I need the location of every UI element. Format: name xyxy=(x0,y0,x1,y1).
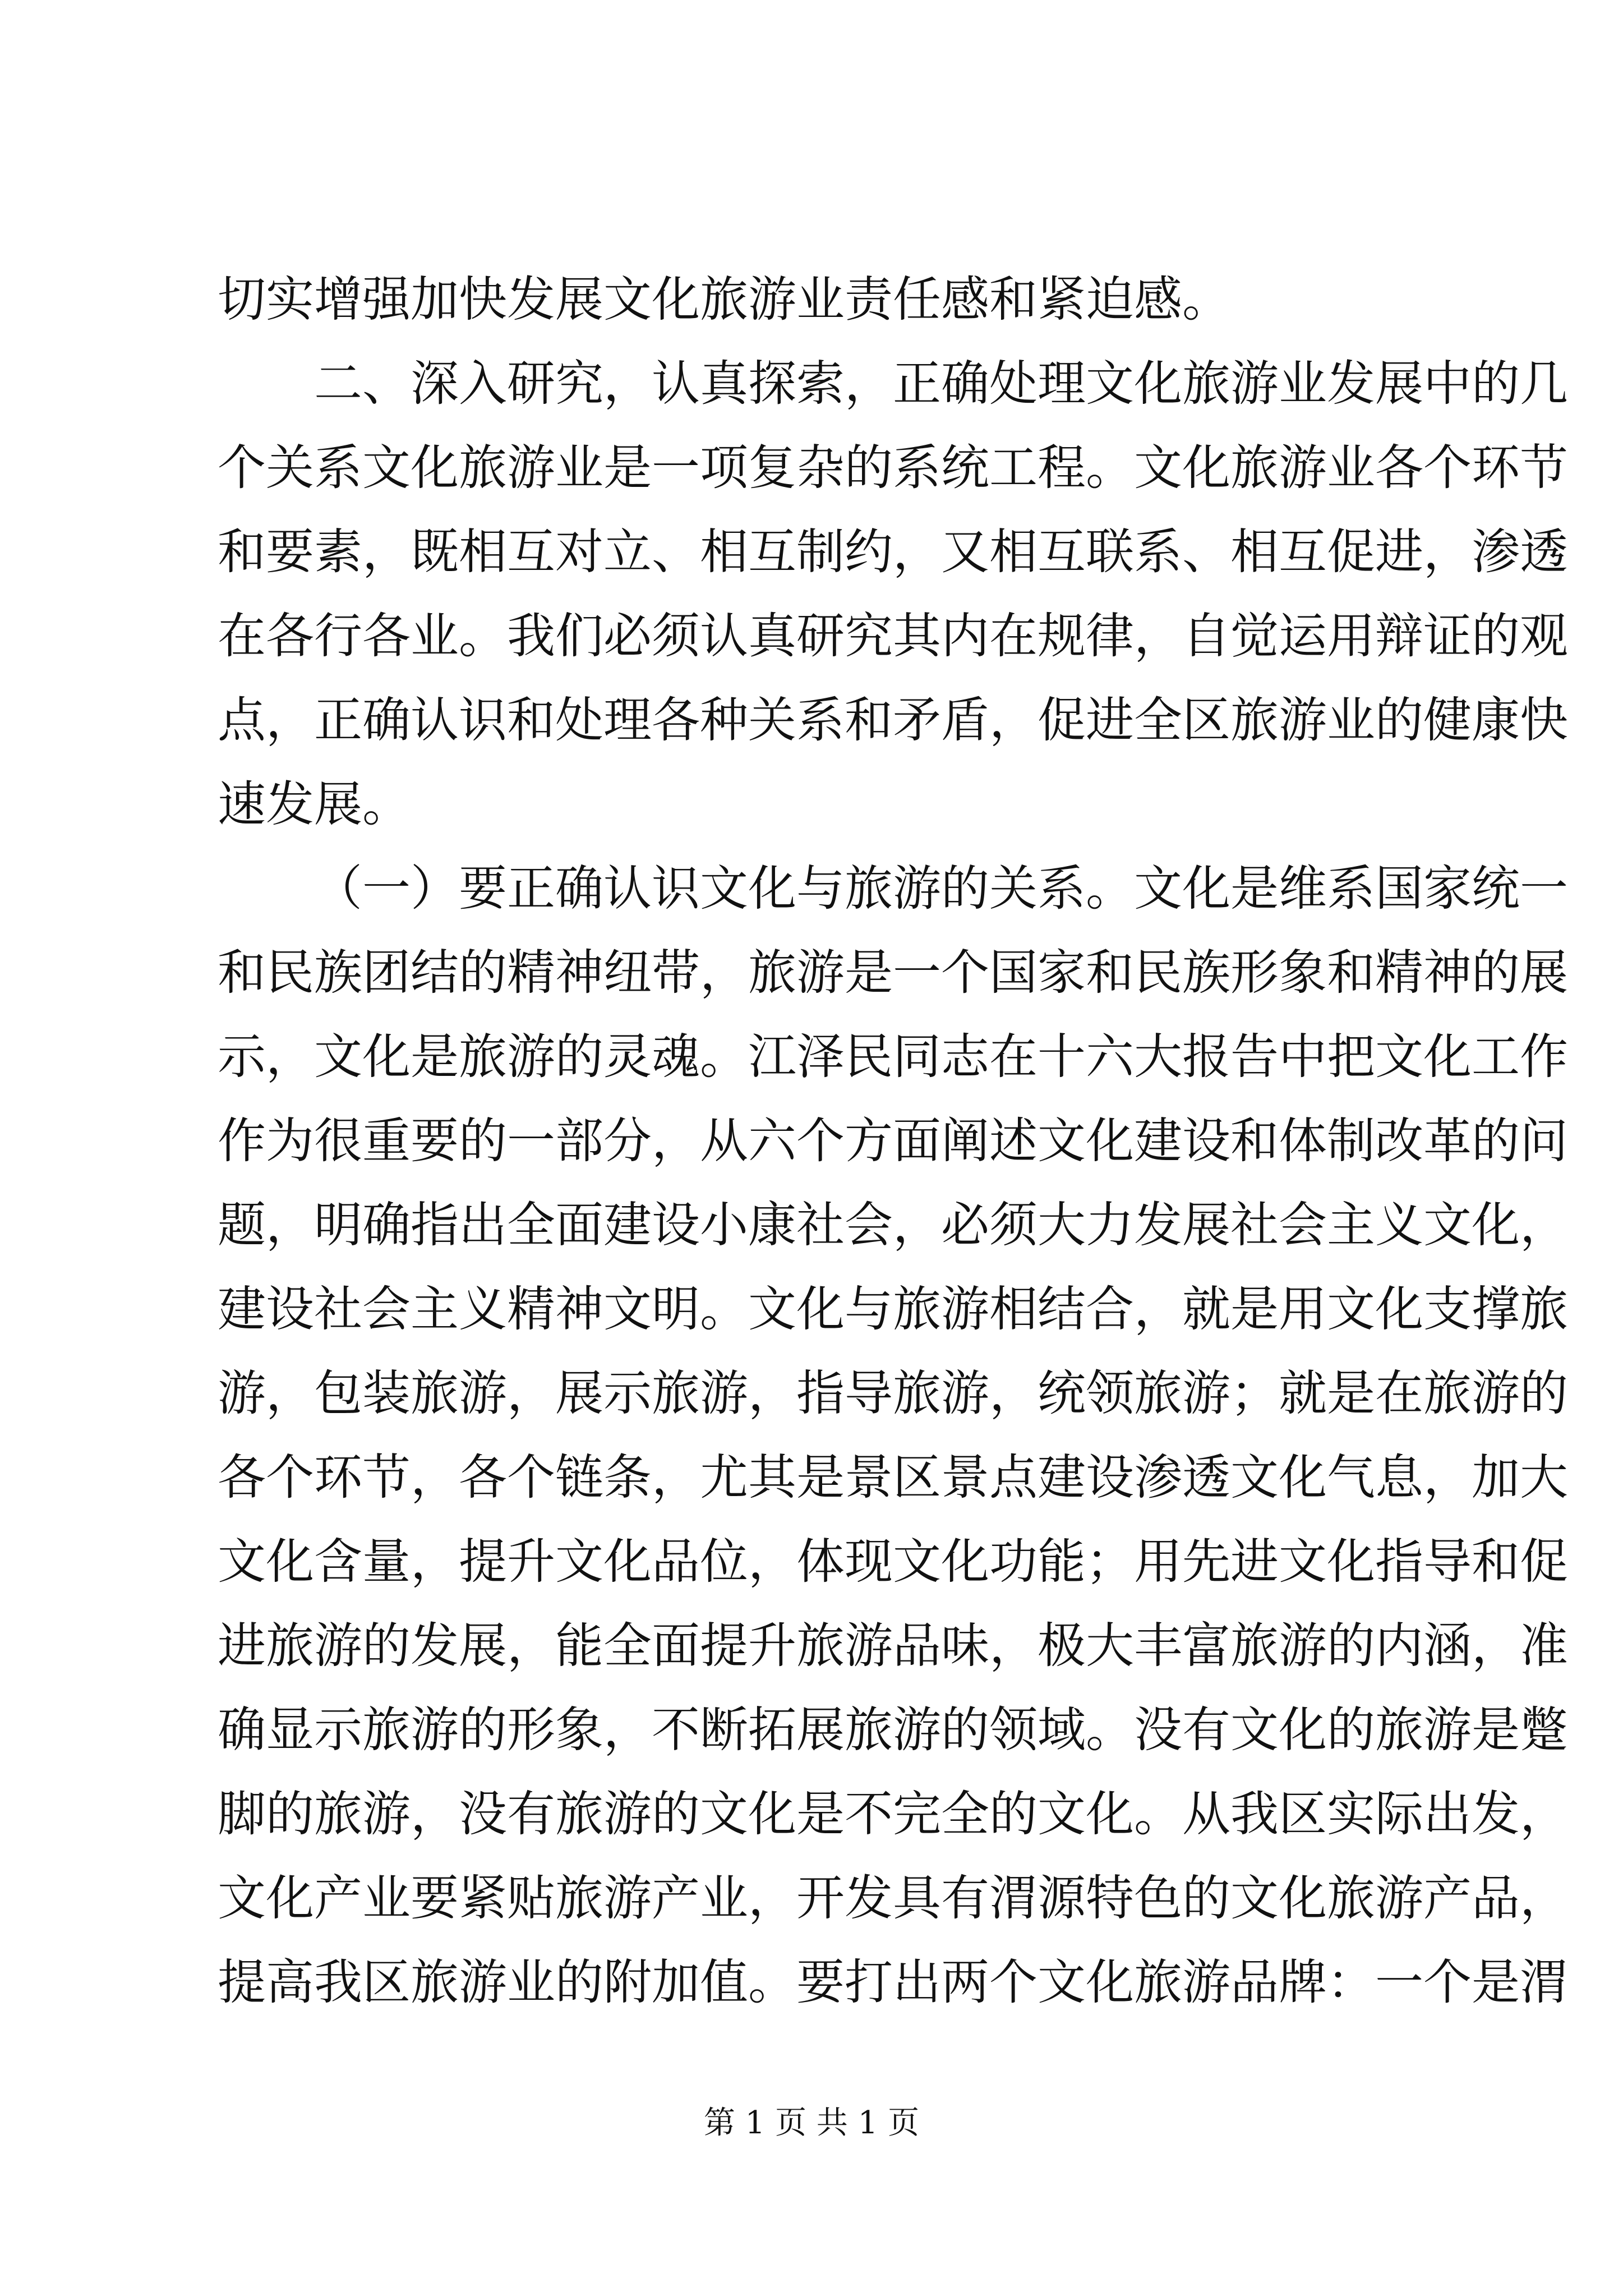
body-text-line: 点，正确认识和处理各种关系和矛盾，促进全区旅游业的健康快 xyxy=(218,692,1568,748)
section-heading-line: 二、深入研究，认真探索，正确处理文化旅游业发展中的几 xyxy=(314,356,1568,412)
body-text-line: 个关系文化旅游业是一项复杂的系统工程。文化旅游业各个环节 xyxy=(218,440,1568,496)
body-text-line: 题，明确指出全面建设小康社会，必须大力发展社会主义文化， xyxy=(218,1197,1568,1253)
body-text-line: 在各行各业。我们必须认真研究其内在规律，自觉运用辩证的观 xyxy=(218,608,1568,664)
body-text-line: 脚的旅游，没有旅游的文化是不完全的文化。从我区实际出发， xyxy=(218,1786,1568,1842)
body-text-line: 速发展。 xyxy=(218,776,411,832)
body-text-line: 文化产业要紧贴旅游产业，开发具有渭源特色的文化旅游产品， xyxy=(218,1870,1568,1926)
page-footer: 第 1 页 共 1 页 xyxy=(703,2105,920,2141)
body-text-line: 进旅游的发展，能全面提升旅游品味，极大丰富旅游的内涵，准 xyxy=(218,1618,1568,1674)
body-text-line: 作为很重要的一部分，从六个方面阐述文化建设和体制改革的问 xyxy=(218,1113,1568,1169)
body-text-line: 示，文化是旅游的灵魂。江泽民同志在十六大报告中把文化工作 xyxy=(218,1029,1568,1085)
body-text-line: 和民族团结的精神纽带，旅游是一个国家和民族形象和精神的展 xyxy=(218,945,1568,1001)
body-text-line: 文化含量，提升文化品位，体现文化功能；用先进文化指导和促 xyxy=(218,1534,1568,1590)
body-text-line: 和要素，既相互对立、相互制约，又相互联系、相互促进，渗透 xyxy=(218,524,1568,580)
body-text-line: 各个环节，各个链条，尤其是景区景点建设渗透文化气息，加大 xyxy=(218,1450,1568,1506)
body-text-line: 切实增强加快发展文化旅游业责任感和紧迫感。 xyxy=(218,272,1230,328)
body-text-line: 提高我区旅游业的附加值。要打出两个文化旅游品牌：一个是渭 xyxy=(218,1954,1568,2010)
body-text-line: 游，包装旅游，展示旅游，指导旅游，统领旅游；就是在旅游的 xyxy=(218,1365,1568,1421)
body-text-line: 建设社会主义精神文明。文化与旅游相结合，就是用文化支撑旅 xyxy=(218,1281,1568,1337)
subsection-heading-line: （一）要正确认识文化与旅游的关系。文化是维系国家统一 xyxy=(314,861,1568,917)
body-text-line: 确显示旅游的形象，不断拓展旅游的领域。没有文化的旅游是蹩 xyxy=(218,1702,1568,1758)
